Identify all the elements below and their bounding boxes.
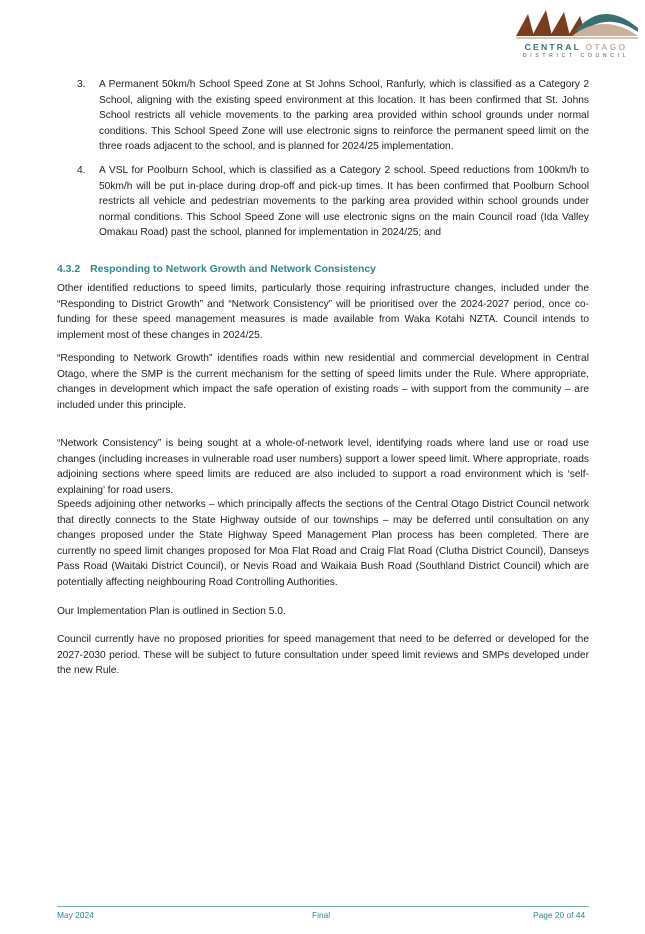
list-number: 3. xyxy=(77,79,86,90)
section-title: Responding to Network Growth and Network Consistency xyxy=(90,264,376,275)
paragraph: Council currently have no proposed priorities for speed management that need to be deferred or developed for the 2027-2030 period. These will be subject to future consultation under speed limit reviews and SMPs developed under the new Rule. xyxy=(57,634,589,676)
central-otago-logo xyxy=(514,6,638,62)
list-text: A Permanent 50km/h School Speed Zone at St Johns School, Ranfurly, which is classified as a Category 2 School, aligning with the existing speed environment at this location. It has been confirmed that St. Johns School restricts all vehicle movements to the parking area provided within school grounds under normal conditions. This School Speed Zone will use electronic signs to reinforce the permanent speed limit on the three roads adjacent to the school, and is planned for 2024/25 implementation. xyxy=(99,79,589,152)
section-number: 4.3.2 xyxy=(57,264,81,275)
list-text: A VSL for Poolburn School, which is classified as a Category 2 school. Speed reductions from 100km/h to 50km/h will be put in-place during drop-off and pick-up times. It has been confirmed that Poolburn School restricts all vehicle and pedestrian movements to the parking area provided within school grounds under normal conditions. This School Speed Zone will use electronic signs on the main Council road (Ida Valley Omakau Road) past the school, planned for implementation in 2024/25; and xyxy=(99,165,589,238)
section-heading xyxy=(57,264,376,275)
paragraph: Other identified reductions to speed limits, particularly those requiring infrastructure changes, included under the “Responding to District Growth” and “Network Consistency” will be prioritised over the 2024-2027 period, once co-funding for these speed management measures is made available from Waka Kotahi NZTA. Council intends to implement most of these changes in 2024/25. xyxy=(57,283,589,341)
paragraph: “Responding to Network Growth” identifies roads within new residential and commercial development in Central Otago, where the SMP is the current mechanism for the setting of speed limits under the Rule. Where appropriate, changes in development which impact the safe operation of existing roads – with support from the community – are included under this principle. xyxy=(57,353,589,411)
footer-page-number: Page 20 of 44 xyxy=(533,910,586,920)
footer-divider xyxy=(57,906,589,907)
hills-logo-icon xyxy=(514,6,638,42)
footer-date: May 2024 xyxy=(57,910,94,920)
list-number: 4. xyxy=(77,165,86,176)
paragraph: “Network Consistency” is being sought at a whole-of-network level, identifying roads where land use or road use changes (including increases in vulnerable road user numbers) support a lower speed limit. Where appropriate, roads adjoining sections where speed limits are reduced are also included to support a road environment which is ‘self-explaining’ for road users. xyxy=(57,438,589,496)
footer-status: Final xyxy=(312,910,331,920)
paragraph: Our Implementation Plan is outlined in Section 5.0. xyxy=(57,606,286,617)
logo-subtitle: DISTRICT COUNCIL xyxy=(522,53,630,59)
logo-wordmark: CENTRAL OTAGO xyxy=(524,42,628,52)
paragraph: Speeds adjoining other networks – which principally affects the sections of the Central Otago District Council network that directly connects to the State Highway outside of our townships – may be deferred until consultation on any changes proposed under the State Highway Speed Management Plan process has been completed. There are currently no speed limit changes proposed for Moa Flat Road and Craig Flat Road (Clutha District Council), Danseys Pass Road (Waitaki District Council), or Nevis Road and Waikaia Bush Road (Southland District Council) which are potentially affecting neighbouring Road Controlling Authorities. xyxy=(57,499,589,588)
